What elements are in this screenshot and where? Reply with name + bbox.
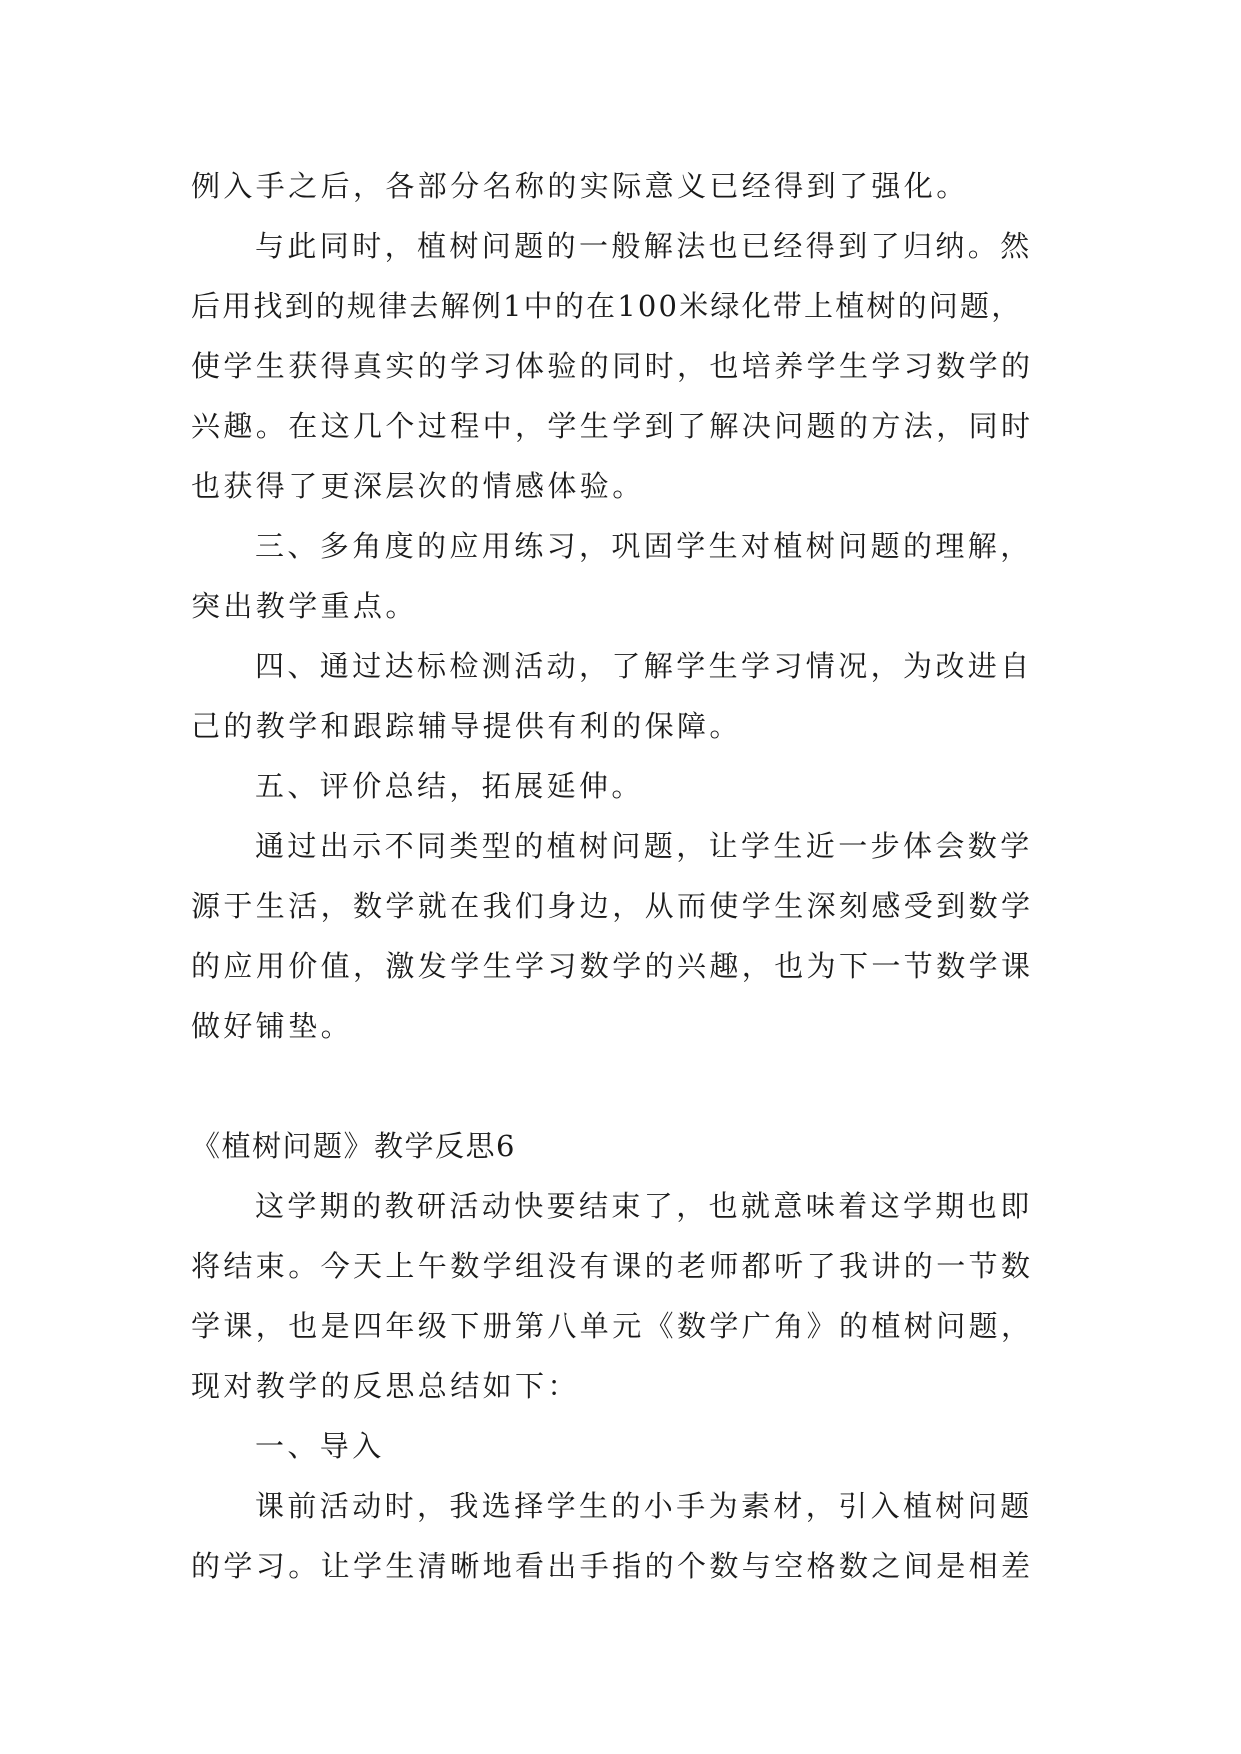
- section-title: 《植树问题》教学反思6: [191, 1129, 516, 1163]
- text-line: 例入手之后，各部分名称的实际意义已经得到了强化。: [191, 169, 969, 203]
- text-line: 将结束。今天上午数学组没有课的老师都听了我讲的一节数: [191, 1249, 1034, 1283]
- text-line: 五、评价总结，拓展延伸。: [255, 769, 644, 803]
- text-line: 课前活动时，我选择学生的小手为素材，引入植树问题: [255, 1489, 1033, 1523]
- text-line: 这学期的教研活动快要结束了，也就意味着这学期也即: [255, 1189, 1033, 1223]
- text-line: 使学生获得真实的学习体验的同时，也培养学生学习数学的: [191, 349, 1034, 383]
- text-line: 己的教学和跟踪辅导提供有利的保障。: [191, 709, 742, 743]
- text-line: 突出教学重点。: [191, 589, 418, 623]
- text-line: 四、通过达标检测活动，了解学生学习情况，为改进自: [255, 649, 1033, 683]
- text-line: 通过出示不同类型的植树问题，让学生近一步体会数学: [255, 829, 1033, 863]
- text-line: 三、多角度的应用练习，巩固学生对植树问题的理解，: [255, 529, 1033, 563]
- text-line: 的应用价值，激发学生学习数学的兴趣，也为下一节数学课: [191, 949, 1034, 983]
- text-line: 与此同时，植树问题的一般解法也已经得到了归纳。然: [255, 229, 1033, 263]
- text-line: 后用找到的规律去解例1中的在100米绿化带上植树的问题，: [191, 289, 1023, 323]
- text-line: 一、导入: [255, 1429, 385, 1463]
- text-line: 现对教学的反思总结如下：: [191, 1369, 580, 1403]
- text-line: 做好铺垫。: [191, 1009, 354, 1043]
- text-line: 学课，也是四年级下册第八单元《数学广角》的植树问题，: [191, 1309, 1034, 1343]
- text-line: 源于生活，数学就在我们身边，从而使学生深刻感受到数学: [191, 889, 1034, 923]
- text-line: 也获得了更深层次的情感体验。: [191, 469, 645, 503]
- text-line: 兴趣。在这几个过程中，学生学到了解决问题的方法，同时: [191, 409, 1034, 443]
- text-line: 的学习。让学生清晰地看出手指的个数与空格数之间是相差: [191, 1549, 1034, 1583]
